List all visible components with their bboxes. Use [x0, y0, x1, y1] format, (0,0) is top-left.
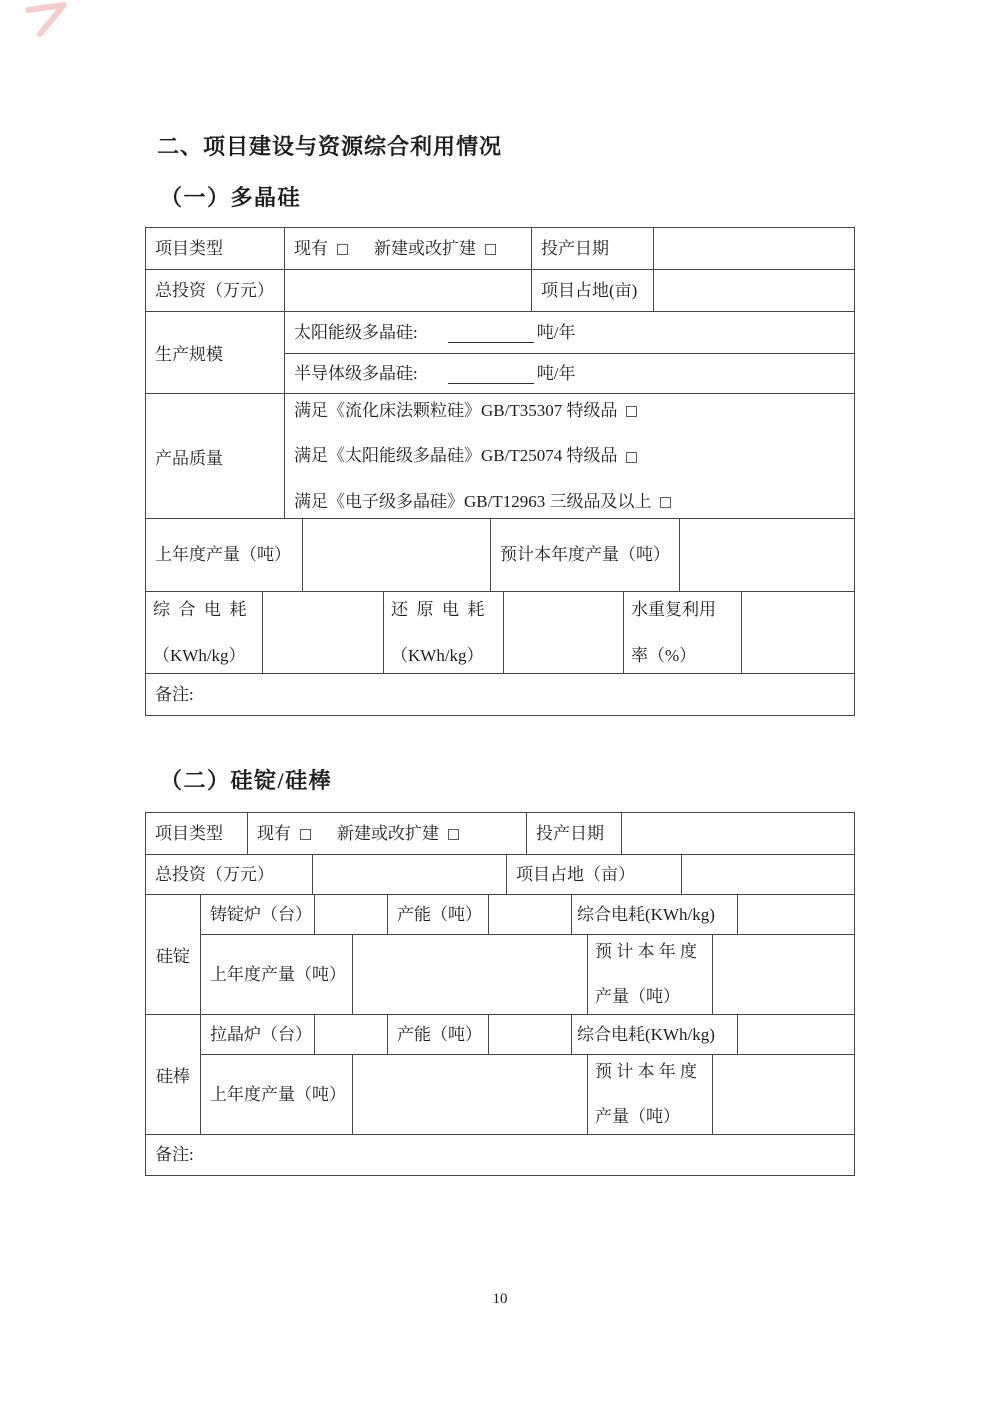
ingot-rod-table — [145, 812, 855, 1176]
land-label: 项目占地(亩) — [531, 270, 653, 311]
quality-3-checkbox-icon[interactable] — [660, 497, 671, 508]
start-date-label: 投产日期 — [531, 228, 653, 269]
water-reuse-line1: 水重复利用 — [631, 600, 716, 620]
reduction-power-line2: （KWh/kg） — [391, 645, 484, 665]
existing-label: 现有 — [257, 823, 291, 843]
new-or-expand-checkbox-icon[interactable] — [485, 244, 496, 255]
table-row — [201, 895, 854, 934]
ingot-power-label: 综合电耗(KWh/kg) — [571, 895, 737, 934]
rod-est-year-output-value-cell[interactable] — [712, 1055, 854, 1134]
existing-checkbox-icon[interactable] — [300, 829, 311, 840]
project-type-label: 项目类型 — [155, 238, 223, 258]
table-row — [285, 312, 854, 353]
product-quality-label: 产品质量 — [155, 448, 223, 468]
production-scale-rowgroup — [146, 311, 854, 393]
solar-grade-unit: 吨/年 — [536, 322, 576, 342]
table-row — [285, 353, 854, 394]
ingot-est-line2: 产量（吨） — [595, 987, 680, 1007]
investment-label: 总投资（万元） — [155, 864, 274, 884]
investment-value-cell[interactable] — [284, 270, 531, 311]
table-row — [201, 934, 854, 1014]
table-row — [146, 269, 854, 311]
prev-year-output-label: 上年度产量（吨） — [155, 545, 291, 565]
rod-est-line2: 产量（吨） — [595, 1107, 680, 1127]
start-date-value-cell[interactable] — [621, 813, 854, 854]
quality-1-checkbox-icon[interactable] — [626, 406, 637, 417]
table-row — [201, 1054, 854, 1134]
project-type-label: 项目类型 — [155, 823, 223, 843]
total-power-line1: 综 合 电 耗 — [153, 600, 247, 620]
polysilicon-table — [145, 227, 855, 716]
rod-capacity-value-cell[interactable] — [488, 1015, 571, 1054]
total-power-line2: （KWh/kg） — [153, 645, 246, 665]
quality-standards-cell — [285, 394, 854, 518]
land-value-cell[interactable] — [681, 855, 854, 894]
ingot-est-line1: 预 计 本 年 度 — [595, 942, 697, 962]
existing-label: 现有 — [294, 238, 328, 258]
table-row — [146, 854, 854, 894]
section1-title: （一）多晶硅 — [160, 185, 302, 210]
start-date-value-cell[interactable] — [653, 228, 854, 269]
land-label: 项目占地（亩） — [506, 855, 681, 894]
table-row — [146, 591, 854, 673]
product-quality-body — [284, 394, 854, 518]
ingot-power-value-cell[interactable] — [737, 895, 854, 934]
rod-est-line1: 预 计 本 年 度 — [595, 1062, 697, 1082]
rod-est-year-output-label — [587, 1055, 712, 1134]
product-quality-rowgroup — [146, 393, 854, 518]
remark-cell[interactable]: 备注: — [155, 1145, 194, 1165]
ingot-rowgroup — [146, 894, 854, 1014]
ingot-capacity-value-cell[interactable] — [488, 895, 571, 934]
semiconductor-grade-label: 半导体级多晶硅: — [294, 363, 418, 383]
quality-line — [294, 445, 637, 466]
project-type-options — [247, 813, 526, 854]
water-reuse-value-cell[interactable] — [741, 592, 854, 673]
reduction-power-value-cell[interactable] — [503, 592, 623, 673]
page-number: 10 — [492, 1291, 508, 1307]
new-or-expand-label: 新建或改扩建 — [337, 823, 439, 843]
rod-prev-year-output-value-cell[interactable] — [352, 1055, 587, 1134]
ingot-prev-year-output-value-cell[interactable] — [352, 935, 587, 1014]
semiconductor-grade-unit: 吨/年 — [536, 363, 576, 383]
project-type-options — [284, 228, 531, 269]
section2-title: （二）硅锭/硅棒 — [160, 768, 333, 793]
ingot-furnace-value-cell[interactable] — [314, 895, 387, 934]
semiconductor-grade-cell — [285, 354, 854, 394]
reduction-power-line1: 还 原 电 耗 — [391, 600, 485, 620]
ingot-body — [200, 895, 854, 1014]
rod-prev-year-output-label: 上年度产量（吨） — [210, 1084, 346, 1104]
ingot-est-year-output-value-cell[interactable] — [712, 935, 854, 1014]
quality-standard-3: 满足《电子级多晶硅》GB/T12963 三级品及以上 — [294, 491, 652, 511]
quality-line — [294, 491, 671, 512]
production-scale-label: 生产规模 — [155, 345, 223, 364]
ingot-capacity-label: 产能（吨） — [387, 895, 488, 934]
est-year-output-label: 预计本年度产量（吨） — [490, 519, 679, 591]
ingot-prev-year-output-label: 上年度产量（吨） — [210, 964, 346, 984]
solar-grade-cell — [285, 312, 854, 353]
table-row — [285, 394, 854, 518]
page-title: 二、项目建设与资源综合利用情况 — [157, 134, 503, 159]
remark-cell[interactable]: 备注: — [155, 684, 194, 704]
existing-checkbox-icon[interactable] — [337, 244, 348, 255]
land-value-cell[interactable] — [653, 270, 854, 311]
new-or-expand-label: 新建或改扩建 — [374, 238, 476, 258]
rod-rowgroup — [146, 1014, 854, 1134]
rod-label: 硅棒 — [156, 1067, 190, 1086]
table-row — [146, 518, 854, 591]
new-or-expand-checkbox-icon[interactable] — [448, 829, 459, 840]
ingot-label: 硅锭 — [156, 947, 190, 966]
total-power-value-cell[interactable] — [262, 592, 383, 673]
investment-value-cell[interactable] — [312, 855, 506, 894]
ingot-furnace-label: 铸锭炉（台） — [210, 904, 312, 924]
table-row — [146, 228, 854, 269]
rod-furnace-value-cell[interactable] — [314, 1015, 387, 1054]
est-year-output-value-cell[interactable] — [679, 519, 854, 591]
rod-furnace-label: 拉晶炉（台） — [210, 1024, 312, 1044]
quality-line — [294, 400, 637, 421]
rod-body — [200, 1015, 854, 1134]
quality-2-checkbox-icon[interactable] — [626, 452, 637, 463]
start-date-label: 投产日期 — [526, 813, 621, 854]
table-row — [146, 813, 854, 854]
quality-standard-2: 满足《太阳能级多晶硅》GB/T25074 特级品 — [294, 446, 618, 466]
reduction-power-label — [383, 592, 503, 673]
table-row — [201, 1015, 854, 1054]
rod-capacity-label: 产能（吨） — [387, 1015, 488, 1054]
rod-power-value-cell[interactable] — [737, 1015, 854, 1054]
investment-label: 总投资（万元） — [155, 280, 274, 300]
solar-grade-label: 太阳能级多晶硅: — [294, 322, 418, 342]
table-row — [146, 673, 854, 715]
corner-pen-mark-icon — [22, 0, 74, 40]
production-scale-body — [284, 312, 854, 393]
prev-year-output-value-cell[interactable] — [302, 519, 490, 591]
solar-grade-blank-field[interactable] — [448, 328, 534, 343]
semiconductor-grade-blank-field[interactable] — [448, 369, 534, 384]
water-reuse-label — [623, 592, 741, 673]
total-power-label — [146, 592, 262, 673]
water-reuse-line2: 率（%） — [631, 645, 697, 665]
quality-standard-1: 满足《流化床法颗粒硅》GB/T35307 特级品 — [294, 401, 618, 421]
ingot-est-year-output-label — [587, 935, 712, 1014]
rod-power-label: 综合电耗(KWh/kg) — [571, 1015, 737, 1054]
table-row — [146, 1134, 854, 1175]
